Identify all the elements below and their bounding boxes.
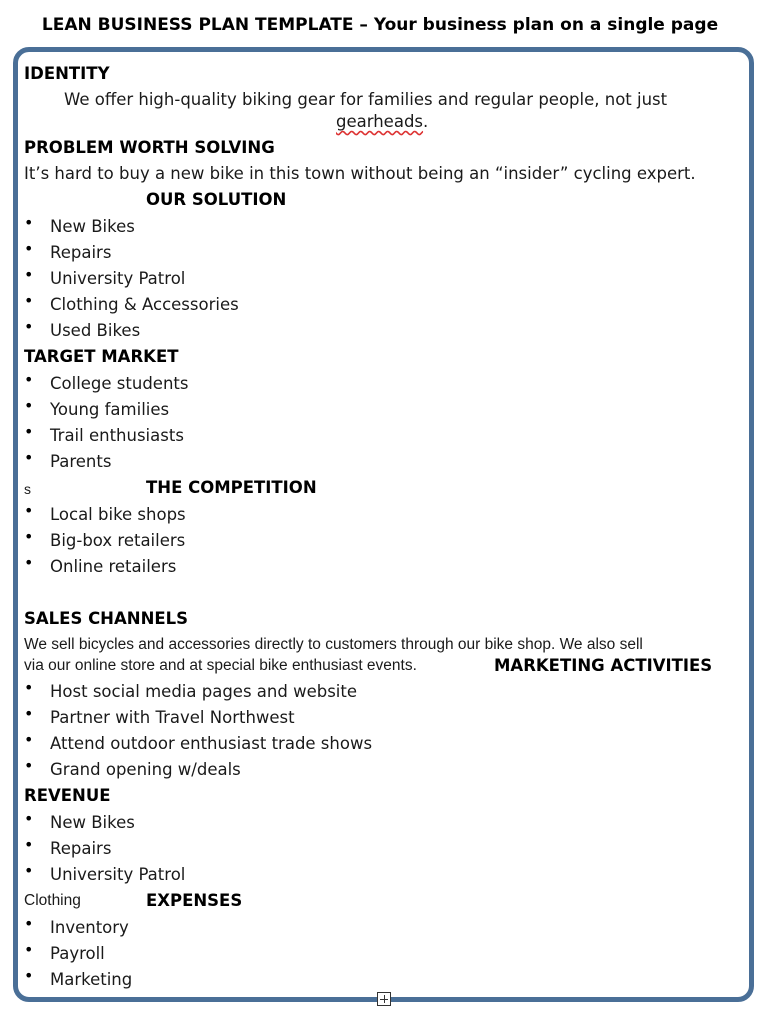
bullet-icon: • [24, 448, 34, 467]
bullet-icon: • [24, 861, 34, 880]
sales-channels-heading: SALES CHANNELS [24, 609, 189, 628]
competition-heading: THE COMPETITION [146, 478, 317, 497]
plan-frame [13, 47, 754, 1002]
identity-text-line2 [336, 112, 428, 131]
target-market-heading: TARGET MARKET [24, 347, 179, 366]
bullet-icon: • [24, 678, 34, 697]
sales-channels-text-line2: via our online store and at special bike enthusiast events. [24, 657, 417, 674]
bullet-icon: • [24, 265, 34, 284]
bullet-icon: • [24, 730, 34, 749]
marketing-heading: MARKETING ACTIVITIES [494, 656, 713, 675]
bullet-icon: • [24, 940, 34, 959]
bullet-icon: • [24, 914, 34, 933]
bullet-icon: • [24, 422, 34, 441]
bullet-icon: • [24, 756, 34, 775]
bullet-icon: • [24, 239, 34, 258]
table-move-handle-icon[interactable] [377, 992, 391, 1006]
expenses-heading: EXPENSES [146, 891, 243, 910]
bullet-icon: • [24, 317, 34, 336]
identity-period: . [423, 112, 429, 131]
bullet-icon: • [24, 835, 34, 854]
bullet-icon: • [24, 527, 34, 546]
bullet-icon: • [24, 396, 34, 415]
identity-heading: IDENTITY [24, 64, 110, 83]
page-title: LEAN BUSINESS PLAN TEMPLATE – Your business plan on a single page [41, 15, 719, 35]
bullet-icon: • [24, 809, 34, 828]
solution-heading: OUR SOLUTION [146, 190, 287, 209]
problem-heading: PROBLEM WORTH SOLVING [24, 138, 275, 157]
bullet-icon: • [24, 501, 34, 520]
revenue-heading: REVENUE [24, 786, 111, 805]
revenue-stray-text: Clothing [24, 892, 81, 909]
bullet-icon: • [24, 291, 34, 310]
sales-channels-text-line1: We sell bicycles and accessories directly to customers through our bike shop. We also sell [24, 636, 643, 653]
bullet-icon: • [24, 966, 34, 985]
bullet-icon: • [24, 213, 34, 232]
identity-text-line1: We offer high-quality biking gear for families and regular people, not just [64, 90, 668, 109]
bullet-icon: • [24, 370, 34, 389]
competition-stray-text: s [24, 481, 31, 497]
bullet-icon: • [24, 704, 34, 723]
problem-text: It’s hard to buy a new bike in this town without being an “insider” cycling expert. [24, 164, 696, 183]
identity-misspelled-word[interactable]: gearheads [336, 112, 424, 131]
bullet-icon: • [24, 553, 34, 572]
